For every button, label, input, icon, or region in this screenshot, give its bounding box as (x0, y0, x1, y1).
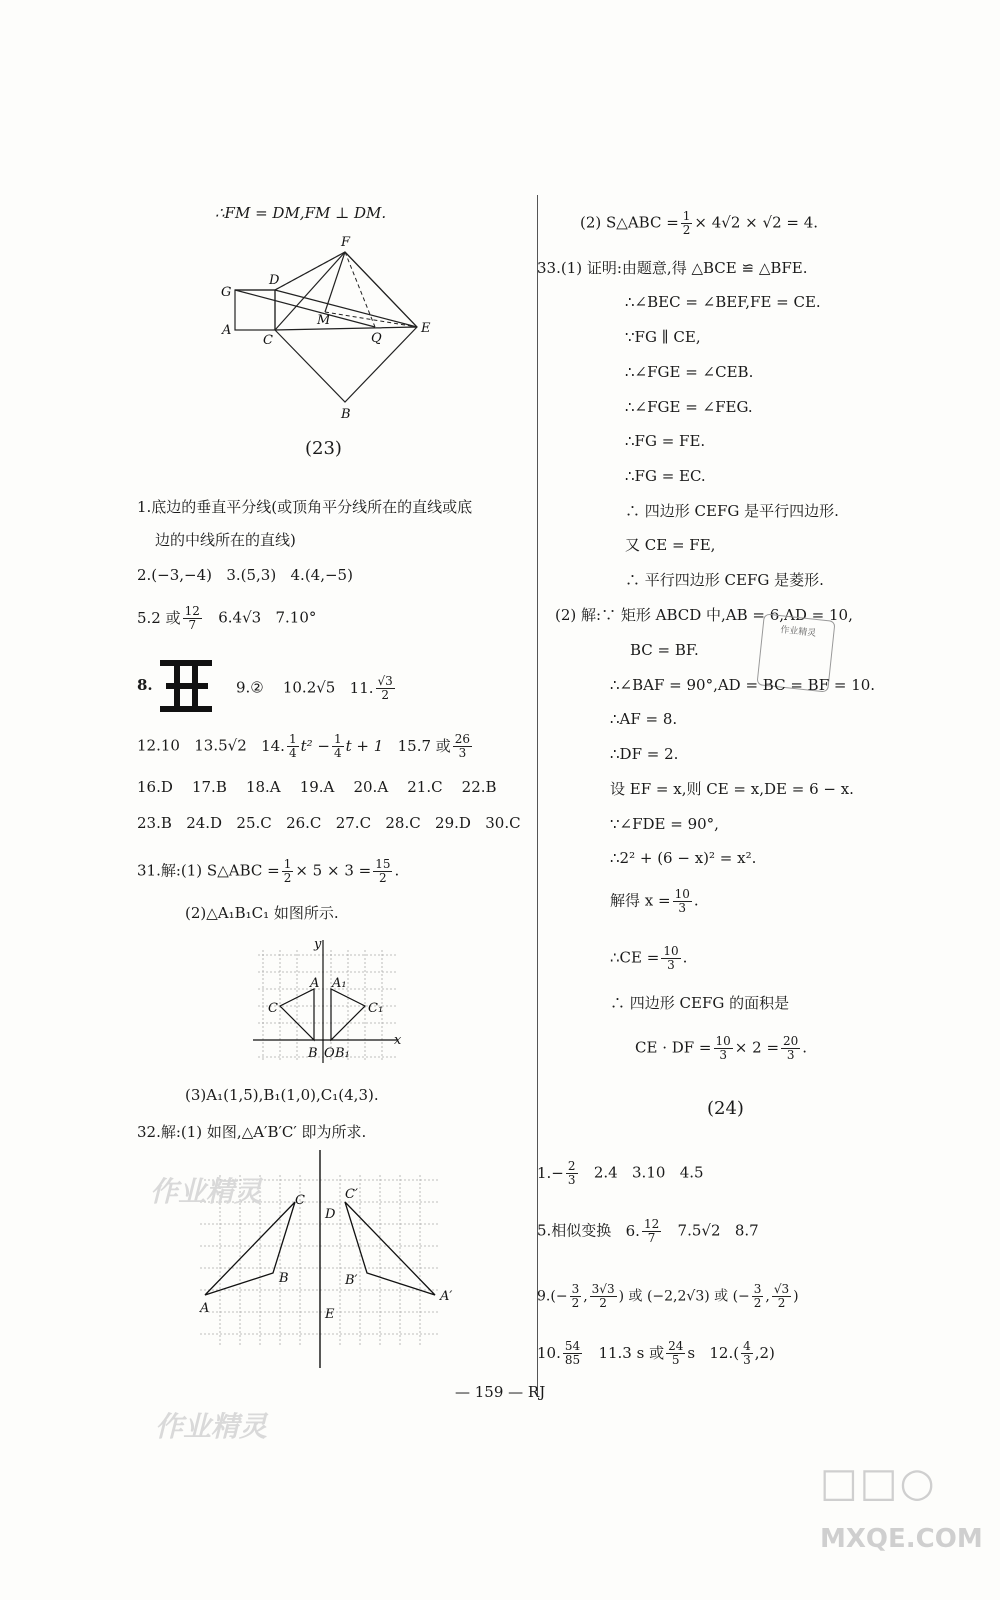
answer-24-5: 5.相似变换 (537, 1221, 612, 1240)
answer-31-part1: 31.解:(1) S△ABC = $\frac{1}{2}$ × 5 × 3 = $\frac{15}{2}$ . (137, 857, 400, 885)
label-o: O (324, 1046, 335, 1061)
answer-10: 10.2√5 (282, 678, 336, 697)
answer-33-line4: ∴∠FGE = ∠CEB. (625, 363, 754, 381)
answer-33-line7: ∴FG = EC. (625, 467, 706, 485)
answer-33-part2-line12: CE · DF = $\frac{10}{3}$ × 2 = $\frac{20}{3}$ . (635, 1034, 808, 1062)
answer-33-line9: 又 CE = FE, (625, 536, 716, 554)
answer-31-part3: (3)A₁(1,5),B₁(1,0),C₁(4,3). (185, 1086, 379, 1104)
answer-24-2: 2.4 (593, 1163, 618, 1182)
answer-24-4: 4.5 (679, 1163, 704, 1182)
label-y: y (314, 937, 322, 952)
label-c: C (295, 1193, 305, 1208)
watermark-logo: □□○ MXQE.COM (820, 1460, 983, 1554)
answer-11: 11. $\frac{√3}{2}$ (349, 674, 393, 702)
answer-33-line10: ∴ 平行四边形 CEFG 是菱形. (625, 571, 824, 589)
answer-33-part2-line6: 设 EF = x,则 CE = x,DE = 6 − x. (610, 780, 854, 798)
label-c1: C₁ (368, 1001, 384, 1016)
figure-grid-triangle-31 (258, 937, 418, 1065)
answer-24-6: 6. $\frac{12}{7}$ (625, 1217, 660, 1245)
mc-answers-row2: 23.B 24.D 25.C 26.C 27.C 28.C 29.D 30.C (137, 814, 521, 832)
label-b: B (341, 407, 351, 422)
label-g: G (221, 285, 232, 300)
label-a1: A₁ (332, 976, 347, 991)
answer-33-line8: ∴ 四边形 CEFG 是平行四边形. (625, 502, 839, 520)
answer-24-11: 11.3 s 或 $\frac{24}{5}$ s (598, 1339, 696, 1367)
proof-line-fm: ∴FM = DM,FM ⊥ DM. (215, 204, 387, 222)
label-a: A (310, 976, 320, 991)
answer-15: 15.7 或 $\frac{26}{3}$ (397, 732, 471, 760)
label-a: A (222, 323, 232, 338)
answers-24-5-8 (537, 1218, 759, 1245)
answer-32-part2: (2) S△ABC = $\frac{1}{2}$ × 4√2 × √2 = 4. (580, 209, 819, 237)
answer-33-part2-line9: 解得 x = $\frac{10}{3}$ . (610, 887, 699, 915)
label-e: E (325, 1307, 335, 1322)
watermark-stamp: 作业精灵 (756, 613, 835, 692)
answer-5: 5.2 或 $\frac{12}{7}$ (137, 604, 200, 632)
answer-4: 4.(4,−5) (290, 566, 353, 584)
answer-33-line3: ∵FG ∥ CE, (625, 328, 701, 346)
answers-5-7 (137, 605, 316, 632)
answer-33-line6: ∴FG = FE. (625, 432, 706, 450)
label-b: B (308, 1046, 318, 1061)
label-m: M (317, 313, 331, 328)
answer-7: 7.10° (275, 608, 317, 627)
watermark-text-2: 作业精灵 (155, 1410, 268, 1443)
label-d: D (325, 1207, 336, 1222)
label-a: A (200, 1301, 210, 1316)
label-e: E (421, 321, 431, 336)
answer-33-part2-line3: ∴∠BAF = 90°,AD = BC = BF = 10. (610, 676, 876, 694)
label-b: B (279, 1271, 289, 1286)
answer-33-part2-line8: ∴2² + (6 − x)² = x². (610, 849, 757, 867)
answer-24-9: 9.(− $\frac{3}{2}$ , $\frac{3√3}{2}$ ) 或 (−2,2√3) 或 (− $\frac{3}{2}$ , $\frac{√3}{2}$ ) (537, 1282, 799, 1310)
answer-1-line2: 边的中线所在的直线) (155, 531, 296, 549)
answer-2: 2.(−3,−4) (137, 566, 213, 584)
answers-24-10-12 (537, 1340, 775, 1367)
answer-24-12: 12.( $\frac{4}{3}$ ,2) (709, 1339, 775, 1367)
label-b1: B₁ (335, 1046, 350, 1061)
answer-33-part2-line5: ∴DF = 2. (610, 745, 679, 763)
section-heading-24: (24) (707, 1098, 744, 1119)
answer-33-part2-line10: ∴CE = $\frac{10}{3}$ . (610, 944, 688, 972)
answer-14: 14. $\frac{1}{4}$ t² − $\frac{1}{4}$ t + 1 (261, 732, 384, 760)
answer-24-7: 7.5√2 (677, 1221, 721, 1240)
answer-24-8: 8.7 (734, 1221, 759, 1240)
watermark-text-1: 作业精灵 (150, 1175, 263, 1208)
label-f: F (341, 235, 351, 250)
answer-13: 13.5√2 (194, 736, 247, 755)
answer-8-label: 8. (137, 676, 153, 694)
label-c: C (268, 1001, 278, 1016)
answer-33-line2: ∴∠BEC = ∠BEF,FE = CE. (625, 293, 821, 311)
answer-1-line1: 1.底边的垂直平分线(或顶角平分线所在的直线或底 (137, 498, 473, 516)
mc-answers-row1: 16.D 17.B 18.A 19.A 20.A 21.C 22.B (137, 778, 497, 796)
answer-33-line5: ∴∠FGE = ∠FEG. (625, 398, 753, 416)
answers-9-11 (236, 675, 397, 702)
label-a-prime: A′ (440, 1289, 453, 1304)
answer-12: 12.10 (137, 736, 180, 755)
label-c: C (263, 333, 273, 348)
answer-33-part2-line4: ∴AF = 8. (610, 710, 678, 728)
label-x: x (394, 1033, 402, 1048)
answer-33-part2-line7: ∵∠FDE = 90°, (610, 815, 719, 833)
answer-33-part2-line1: (2) 解:∵ 矩形 ABCD 中,AB = 6,AD = 10, (555, 606, 853, 624)
page-number: — 159 — RJ (455, 1383, 546, 1401)
answer-33-part2-line11: ∴ 四边形 CEFG 的面积是 (610, 994, 790, 1012)
column-divider (537, 195, 538, 1395)
answer-24-10: 10. $\frac{54}{85}$ (537, 1339, 581, 1367)
answer-3: 3.(5,3) (226, 566, 277, 584)
label-q: Q (371, 331, 382, 346)
answers-2-4 (137, 565, 353, 585)
answer-6: 6.4√3 (218, 608, 262, 627)
label-c-prime: C′ (345, 1187, 358, 1202)
label-d: D (269, 273, 280, 288)
answer-33-part2-line2: BC = BF. (630, 641, 699, 659)
answer-24-3: 3.10 (632, 1163, 666, 1182)
answer-31-part2: (2)△A₁B₁C₁ 如图所示. (185, 904, 339, 922)
answer-32: 32.解:(1) 如图,△A′B′C′ 即为所求. (137, 1123, 367, 1141)
answers-12-15 (137, 733, 474, 760)
figure-squares-gcqe (205, 235, 465, 460)
label-b-prime: B′ (345, 1273, 358, 1288)
answers-24-1-4 (537, 1160, 704, 1187)
section-heading-23: (23) (305, 438, 342, 459)
answer-24-1: 1.− $\frac{2}{3}$ (537, 1159, 576, 1187)
answer-9: 9.② (236, 678, 264, 697)
answer-8-figure (160, 656, 216, 716)
answer-33-line1: 33.(1) 证明:由题意,得 △BCE ≌ △BFE. (537, 259, 808, 277)
